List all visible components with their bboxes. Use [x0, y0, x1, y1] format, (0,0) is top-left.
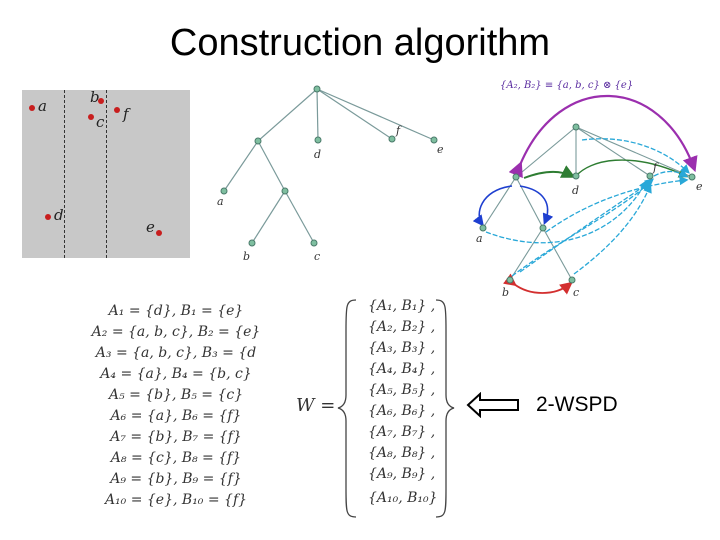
graph-label-d: d — [572, 184, 580, 197]
tree-label-f: f — [396, 124, 401, 137]
w-set-item: {A₃, B₃} , — [368, 340, 436, 356]
w-set-item: {A₁, B₁} , — [368, 298, 436, 314]
graph-label-b: b — [502, 286, 510, 299]
pair-line: A₁ = {d}, B₁ = {e} — [108, 303, 244, 319]
pair-line: A₃ = {a, b, c}, B₃ = {d — [95, 345, 257, 361]
graph-label-a: a — [476, 232, 483, 245]
pair-line: A₂ = {a, b, c}, B₂ = {e} — [91, 324, 261, 340]
graph-label-c: c — [573, 286, 580, 299]
w-label: W = — [296, 395, 336, 416]
pair-line: A₄ = {a}, B₄ = {b, c} — [100, 366, 252, 382]
wspd-label: 2-WSPD — [536, 393, 618, 416]
pair-line: A₈ = {c}, B₈ = {f} — [110, 450, 242, 466]
w-set-item: {A₇, B₇} , — [368, 424, 436, 440]
pair-line: A₁₀ = {e}, B₁₀ = {f} — [104, 492, 248, 508]
tree-label-c: c — [314, 250, 321, 263]
tree-label-a: a — [217, 195, 224, 208]
pair-line: A₆ = {a}, B₆ = {f} — [110, 408, 242, 424]
point-label: f — [123, 105, 129, 123]
point-label: b — [90, 88, 100, 106]
w-set-item: {A₆, B₆} , — [368, 403, 436, 419]
pair-line: A₅ = {b}, B₅ = {c} — [108, 387, 244, 403]
w-set-item: {A₁₀, B₁₀} — [368, 490, 438, 506]
point-label: c — [96, 113, 105, 131]
point-label: d — [54, 206, 64, 224]
w-set-item: {A₉, B₉} , — [368, 466, 436, 482]
graph-label-f: f — [653, 161, 658, 174]
w-set-item: {A₅, B₅} , — [368, 382, 436, 398]
slide-title: Construction algorithm — [169, 22, 551, 64]
point-label: a — [38, 97, 47, 115]
w-set-item: {A₄, B₄} , — [368, 361, 436, 377]
point-label: e — [146, 218, 155, 236]
pair-line: A₉ = {b}, B₉ = {f} — [110, 471, 242, 487]
tree-label-d: d — [314, 148, 322, 161]
left-arrow-icon — [466, 392, 522, 418]
tree-label-b: b — [243, 250, 251, 263]
tree-label-e: e — [437, 143, 444, 156]
w-set-item: {A₂, B₂} , — [368, 319, 436, 335]
w-set-item: {A₈, B₈} , — [368, 445, 436, 461]
pair-line: A₇ = {b}, B₇ = {f} — [110, 429, 242, 445]
graph-label-e: e — [696, 180, 703, 193]
graph-caption: {A₂, B₂} ≡ {a, b, c} ⊗ {e} — [500, 80, 634, 91]
